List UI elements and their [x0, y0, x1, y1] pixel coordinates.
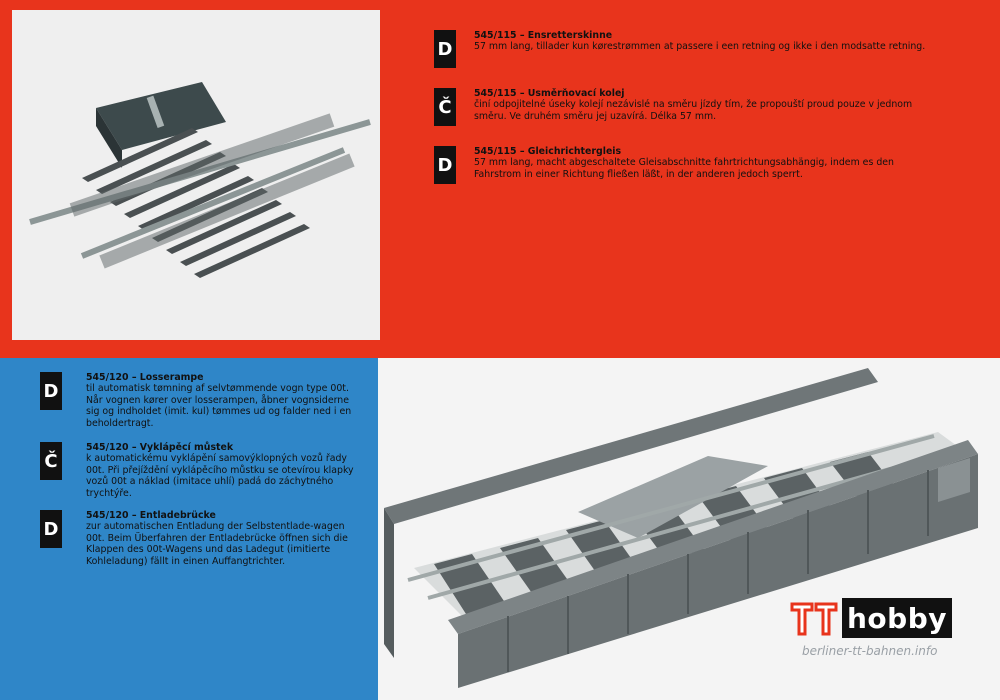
- entry-body: činí odpojitelné úseky kolejí nezávislé na směru jízdy tím, že propouští proud pouze v jednom směru. Ve druhém směru jej uzavírá. Délka 57 mm.: [474, 99, 913, 122]
- language-badge: D: [434, 30, 456, 68]
- bottom-entry-1: [40, 442, 358, 506]
- tt-logo-text: TT: [790, 600, 792, 601]
- entry-body: til automatisk tømning af selvtømmende vogn type 00t. Når vognen kører over losserampen, åbner vognsiderne sig og indholdet (imit. kul) tømmes ud og falder ned i en beholdertragt.: [86, 383, 352, 429]
- website-watermark: berliner-tt-bahnen.info: [802, 644, 938, 658]
- tt-logo-mark: [790, 600, 840, 636]
- entry-body: zur automatischen Entladung der Selbstentlade-wagen 00t. Beim Überfahren der Entladebrücke öffnen sich die Klappen des 00t-Wagens und das Ladegut (imitierte Kohleladung) fällt in einen Auffangtrichter.: [86, 521, 348, 567]
- hobby-wordmark: hobby: [842, 598, 952, 638]
- language-badge: Č: [434, 88, 456, 126]
- entry-body: 57 mm lang, tillader kun kørestrømmen at passere i een retning og ikke i den modsatte retning.: [474, 41, 926, 53]
- bottom-entry-0: [40, 372, 358, 436]
- language-badge: Č: [40, 442, 62, 480]
- entry-title: 545/115 – Gleichrichtergleis: [474, 146, 622, 157]
- top-entry-0: [434, 30, 934, 74]
- top-entry-1: [434, 88, 934, 132]
- language-badge: D: [40, 372, 62, 410]
- entry-title: 545/115 – Usměrňovací kolej: [474, 88, 625, 99]
- rectifier-track-photo: [12, 10, 380, 340]
- entry-title: 545/115 – Ensretterskinne: [474, 30, 613, 41]
- bottom-entry-2: [40, 510, 358, 586]
- top-entry-2: [434, 146, 934, 190]
- language-badge: D: [434, 146, 456, 184]
- entry-body: k automatickému vyklápění samovýklopných vozů řady 00t. Při přejíždění vyklápěcího můstku se otevírou klapky vozů 00t a náklad (imitace uhlí) padá do záchytného trychtýře.: [86, 453, 354, 499]
- entry-title: 545/120 – Entladebrücke: [86, 510, 216, 521]
- entry-body: 57 mm lang, macht abgeschaltete Gleisabschnitte fahrtrichtungsabhängig, indem es den Fahrstrom in einer Richtung fließen läßt, in der anderen jedoch sperrt.: [474, 157, 894, 180]
- language-badge: D: [40, 510, 62, 548]
- entry-title: 545/120 – Losserampe: [86, 372, 204, 383]
- entry-title: 545/120 – Vyklápěcí můstek: [86, 442, 234, 453]
- tt-hobby-logo: [790, 598, 952, 638]
- rectifier-track-illustration: [12, 10, 380, 340]
